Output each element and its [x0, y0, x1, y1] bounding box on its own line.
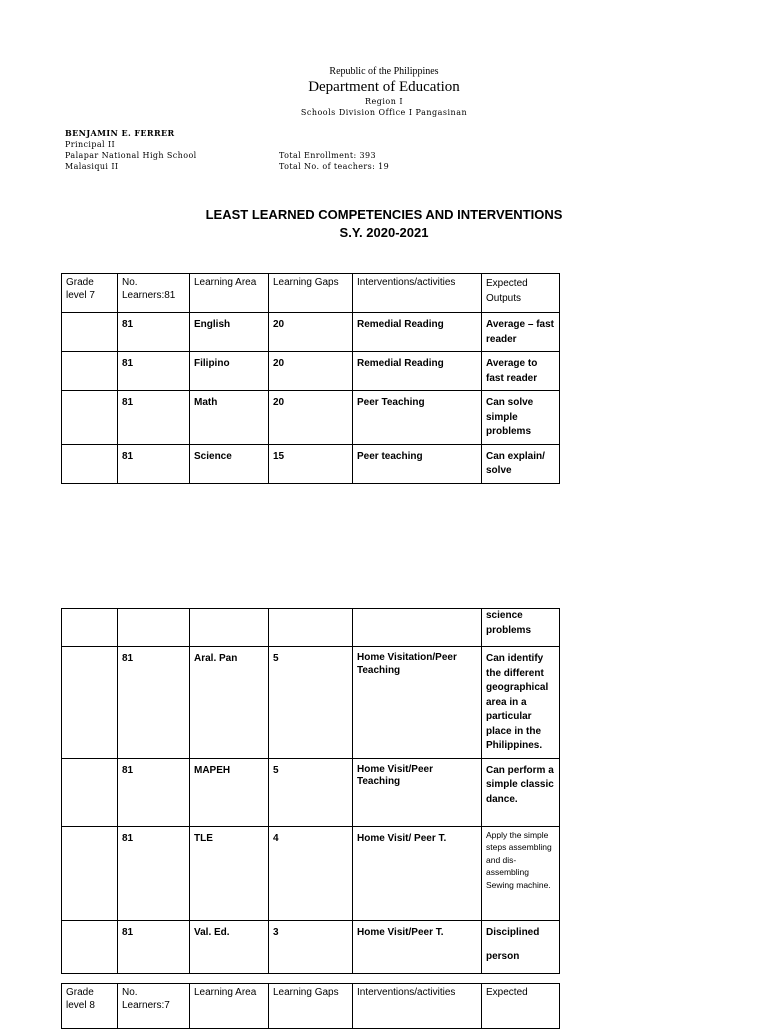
cell-output: science problems [482, 609, 560, 647]
cell-output: Disciplined person [482, 920, 560, 973]
header-learning-area: Learning Area [190, 984, 269, 1029]
cell-gaps: 20 [269, 391, 353, 445]
cell-intervention: Remedial Reading [353, 313, 482, 352]
school-year: S.Y. 2020-2021 [339, 225, 429, 240]
table-header-row [62, 984, 560, 1029]
competencies-table-grade7 [61, 273, 560, 484]
cell-output: Can perform a simple classic dance. [482, 758, 560, 826]
cell-learners: 81 [118, 444, 190, 483]
cell-gaps: 4 [269, 826, 353, 920]
cell-grade [62, 609, 118, 647]
header-expected-outputs: Expected Outputs [482, 274, 560, 313]
header-division: Schools Division Office I Pangasinan [300, 108, 468, 117]
cell-learners: 81 [118, 826, 190, 920]
cell-learners: 81 [118, 647, 190, 759]
cell-intervention: Home Visit/Peer T. [353, 920, 482, 973]
cell-grade [62, 352, 118, 391]
header-republic: Republic of the Philippines [329, 66, 439, 77]
cell-output: Average to fast reader [482, 352, 560, 391]
cell-intervention: Home Visit/Peer Teaching [353, 758, 482, 826]
cell-area: TLE [190, 826, 269, 920]
cell-grade [62, 647, 118, 759]
cell-output: Can identify the different geographical area in a particular place in the Philippines. [482, 647, 560, 759]
cell-intervention: Peer teaching [353, 444, 482, 483]
table-row [62, 920, 560, 973]
table-row [62, 352, 560, 391]
header-expected-outputs: Expected [482, 984, 560, 1029]
cell-gaps: 3 [269, 920, 353, 973]
cell-output: Apply the simple steps assembling and dis-assembling Sewing machine. [482, 826, 560, 920]
header-interventions: Interventions/activities [353, 984, 482, 1029]
cell-area [190, 609, 269, 647]
cell-learners [118, 609, 190, 647]
cell-output: Average – fast reader [482, 313, 560, 352]
cell-grade [62, 758, 118, 826]
document-title: LEAST LEARNED COMPETENCIES AND INTERVENTIONS [205, 207, 563, 222]
cell-gaps: 5 [269, 758, 353, 826]
cell-learners: 81 [118, 391, 190, 445]
table-header-row [62, 274, 560, 313]
cell-learners: 81 [118, 758, 190, 826]
cell-area: MAPEH [190, 758, 269, 826]
header-region: Region I [364, 97, 404, 106]
cell-grade [62, 391, 118, 445]
school-town: Malasiqui II [65, 162, 119, 171]
competencies-table-grade7-continued [61, 608, 560, 974]
school-name: Palapar National High School [65, 151, 197, 160]
table-row [62, 444, 560, 483]
table-row [62, 826, 560, 920]
cell-output: Can explain/ solve [482, 444, 560, 483]
cell-grade [62, 444, 118, 483]
cell-intervention: Remedial Reading [353, 352, 482, 391]
principal-name: BENJAMIN E. FERRER [65, 128, 175, 138]
cell-learners: 81 [118, 313, 190, 352]
competencies-table-grade8 [61, 983, 560, 1029]
header-no-learners: No. Learners:81 [118, 274, 190, 313]
table-row [62, 647, 560, 759]
cell-intervention [353, 609, 482, 647]
cell-area: English [190, 313, 269, 352]
cell-learners: 81 [118, 352, 190, 391]
header-no-learners: No. Learners:7 [118, 984, 190, 1029]
cell-area: Science [190, 444, 269, 483]
cell-gaps: 5 [269, 647, 353, 759]
cell-area: Aral. Pan [190, 647, 269, 759]
total-enrollment: Total Enrollment: 393 [279, 151, 376, 160]
table-row [62, 391, 560, 445]
total-teachers: Total No. of teachers: 19 [279, 162, 390, 171]
header-learning-gaps: Learning Gaps [269, 274, 353, 313]
header-department: Department of Education [308, 79, 460, 95]
cell-gaps [269, 609, 353, 647]
cell-grade [62, 313, 118, 352]
header-interventions: Interventions/activities [353, 274, 482, 313]
header-learning-area: Learning Area [190, 274, 269, 313]
cell-intervention: Peer Teaching [353, 391, 482, 445]
cell-learners: 81 [118, 920, 190, 973]
cell-intervention: Home Visit/ Peer T. [353, 826, 482, 920]
principal-position: Principal II [65, 140, 116, 149]
cell-grade [62, 920, 118, 973]
cell-area: Math [190, 391, 269, 445]
header-grade-level: Grade level 8 [62, 984, 118, 1029]
table-row [62, 609, 560, 647]
table-row [62, 758, 560, 826]
header-learning-gaps: Learning Gaps [269, 984, 353, 1029]
cell-output: Can solve simple problems [482, 391, 560, 445]
cell-area: Filipino [190, 352, 269, 391]
cell-gaps: 15 [269, 444, 353, 483]
cell-intervention: Home Visitation/Peer Teaching [353, 647, 482, 759]
cell-area: Val. Ed. [190, 920, 269, 973]
cell-gaps: 20 [269, 352, 353, 391]
cell-grade [62, 826, 118, 920]
header-grade-level: Grade level 7 [62, 274, 118, 313]
cell-gaps: 20 [269, 313, 353, 352]
table-row [62, 313, 560, 352]
